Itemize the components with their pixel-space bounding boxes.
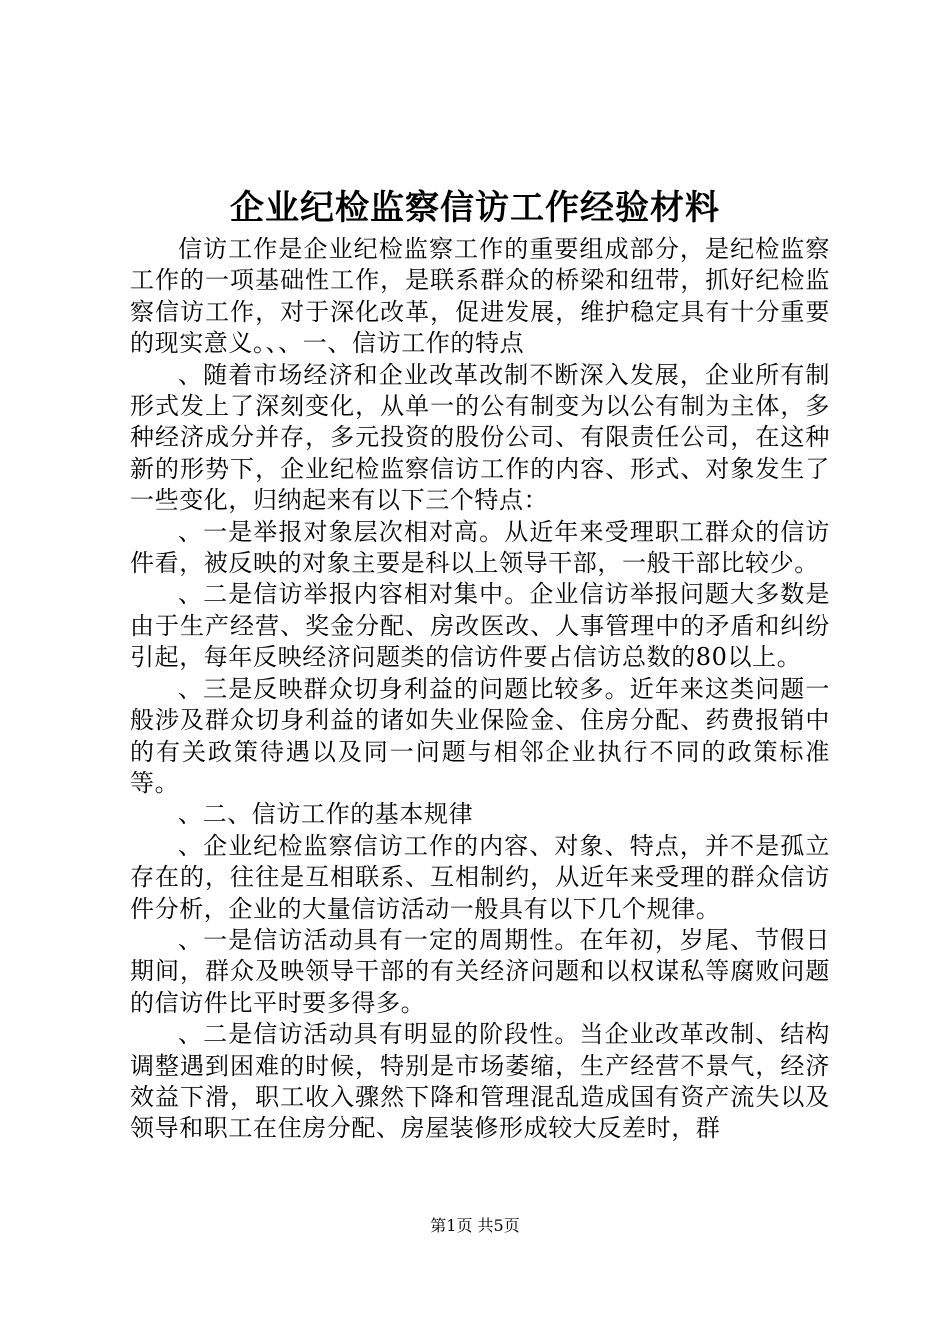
document-title: 企业纪检监察信访工作经验材料 <box>230 188 720 228</box>
body-paragraph: 、二是信访举报内容相对集中。企业信访举报问题大多数是由于生产经营、奖金分配、房改医改、人事管理中的矛盾和纠纷引起，每年反映经济问题类的信访件要占信访总数的80以上。 <box>130 580 830 672</box>
body-paragraph: 、随着市场经济和企业改革改制不断深入发展，企业所有制形式发上了深刻变化，从单一的公有制变为以公有制为主体，多种经济成分并存，多元投资的股份公司、有限责任公司，在这种新的形势下，企业纪检监察信访工作的内容、形式、对象发生了一些变化，归纳起来有以下三个特点： <box>130 360 830 515</box>
page-footer: 第1页 共5页 <box>430 1216 520 1235</box>
body-paragraph: 、一是举报对象层次相对高。从近年来受理职工群众的信访件看，被反映的对象主要是科以上领导干部，一般干部比较少。 <box>130 517 830 578</box>
body-paragraph: 信访工作是企业纪检监察工作的重要组成部分，是纪检监察工作的一项基础性工作，是联系群众的桥梁和纽带，抓好纪检监察信访工作，对于深化改革，促进发展，维护稳定具有十分重要的现实意义。、、一、信访工作的特点 <box>130 235 830 358</box>
body-paragraph: 、一是信访活动具有一定的周期性。在年初，岁尾、节假日期间，群众及映领导干部的有关经济问题和以权谋私等腐败问题的信访件比平时要多得多。 <box>130 925 830 1017</box>
body-paragraph: 、二是信访活动具有明显的阶段性。当企业改革改制、结构调整遇到困难的时候，特别是市场萎缩，生产经营不景气，经济效益下滑，职工收入骤然下降和管理混乱造成国有资产流失以及领导和职工在住房分配、房屋装修形成较大反差时，群 <box>130 1020 830 1143</box>
body-paragraph: 、企业纪检监察信访工作的内容、对象、特点，并不是孤立存在的，往往是互相联系、互相制约，从近年来受理的群众信访件分析，企业的大量信访活动一般具有以下几个规律。 <box>130 831 830 923</box>
section-heading: 、二、信访工作的基本规律 <box>178 800 474 829</box>
document-body <box>130 234 830 1145</box>
body-paragraph: 、三是反映群众切身利益的问题比较多。近年来这类问题一般涉及群众切身利益的诸如失业保险金、住房分配、药费报销中的有关政策待遇以及同一问题与相邻企业执行不同的政策标准等。 <box>130 674 830 797</box>
